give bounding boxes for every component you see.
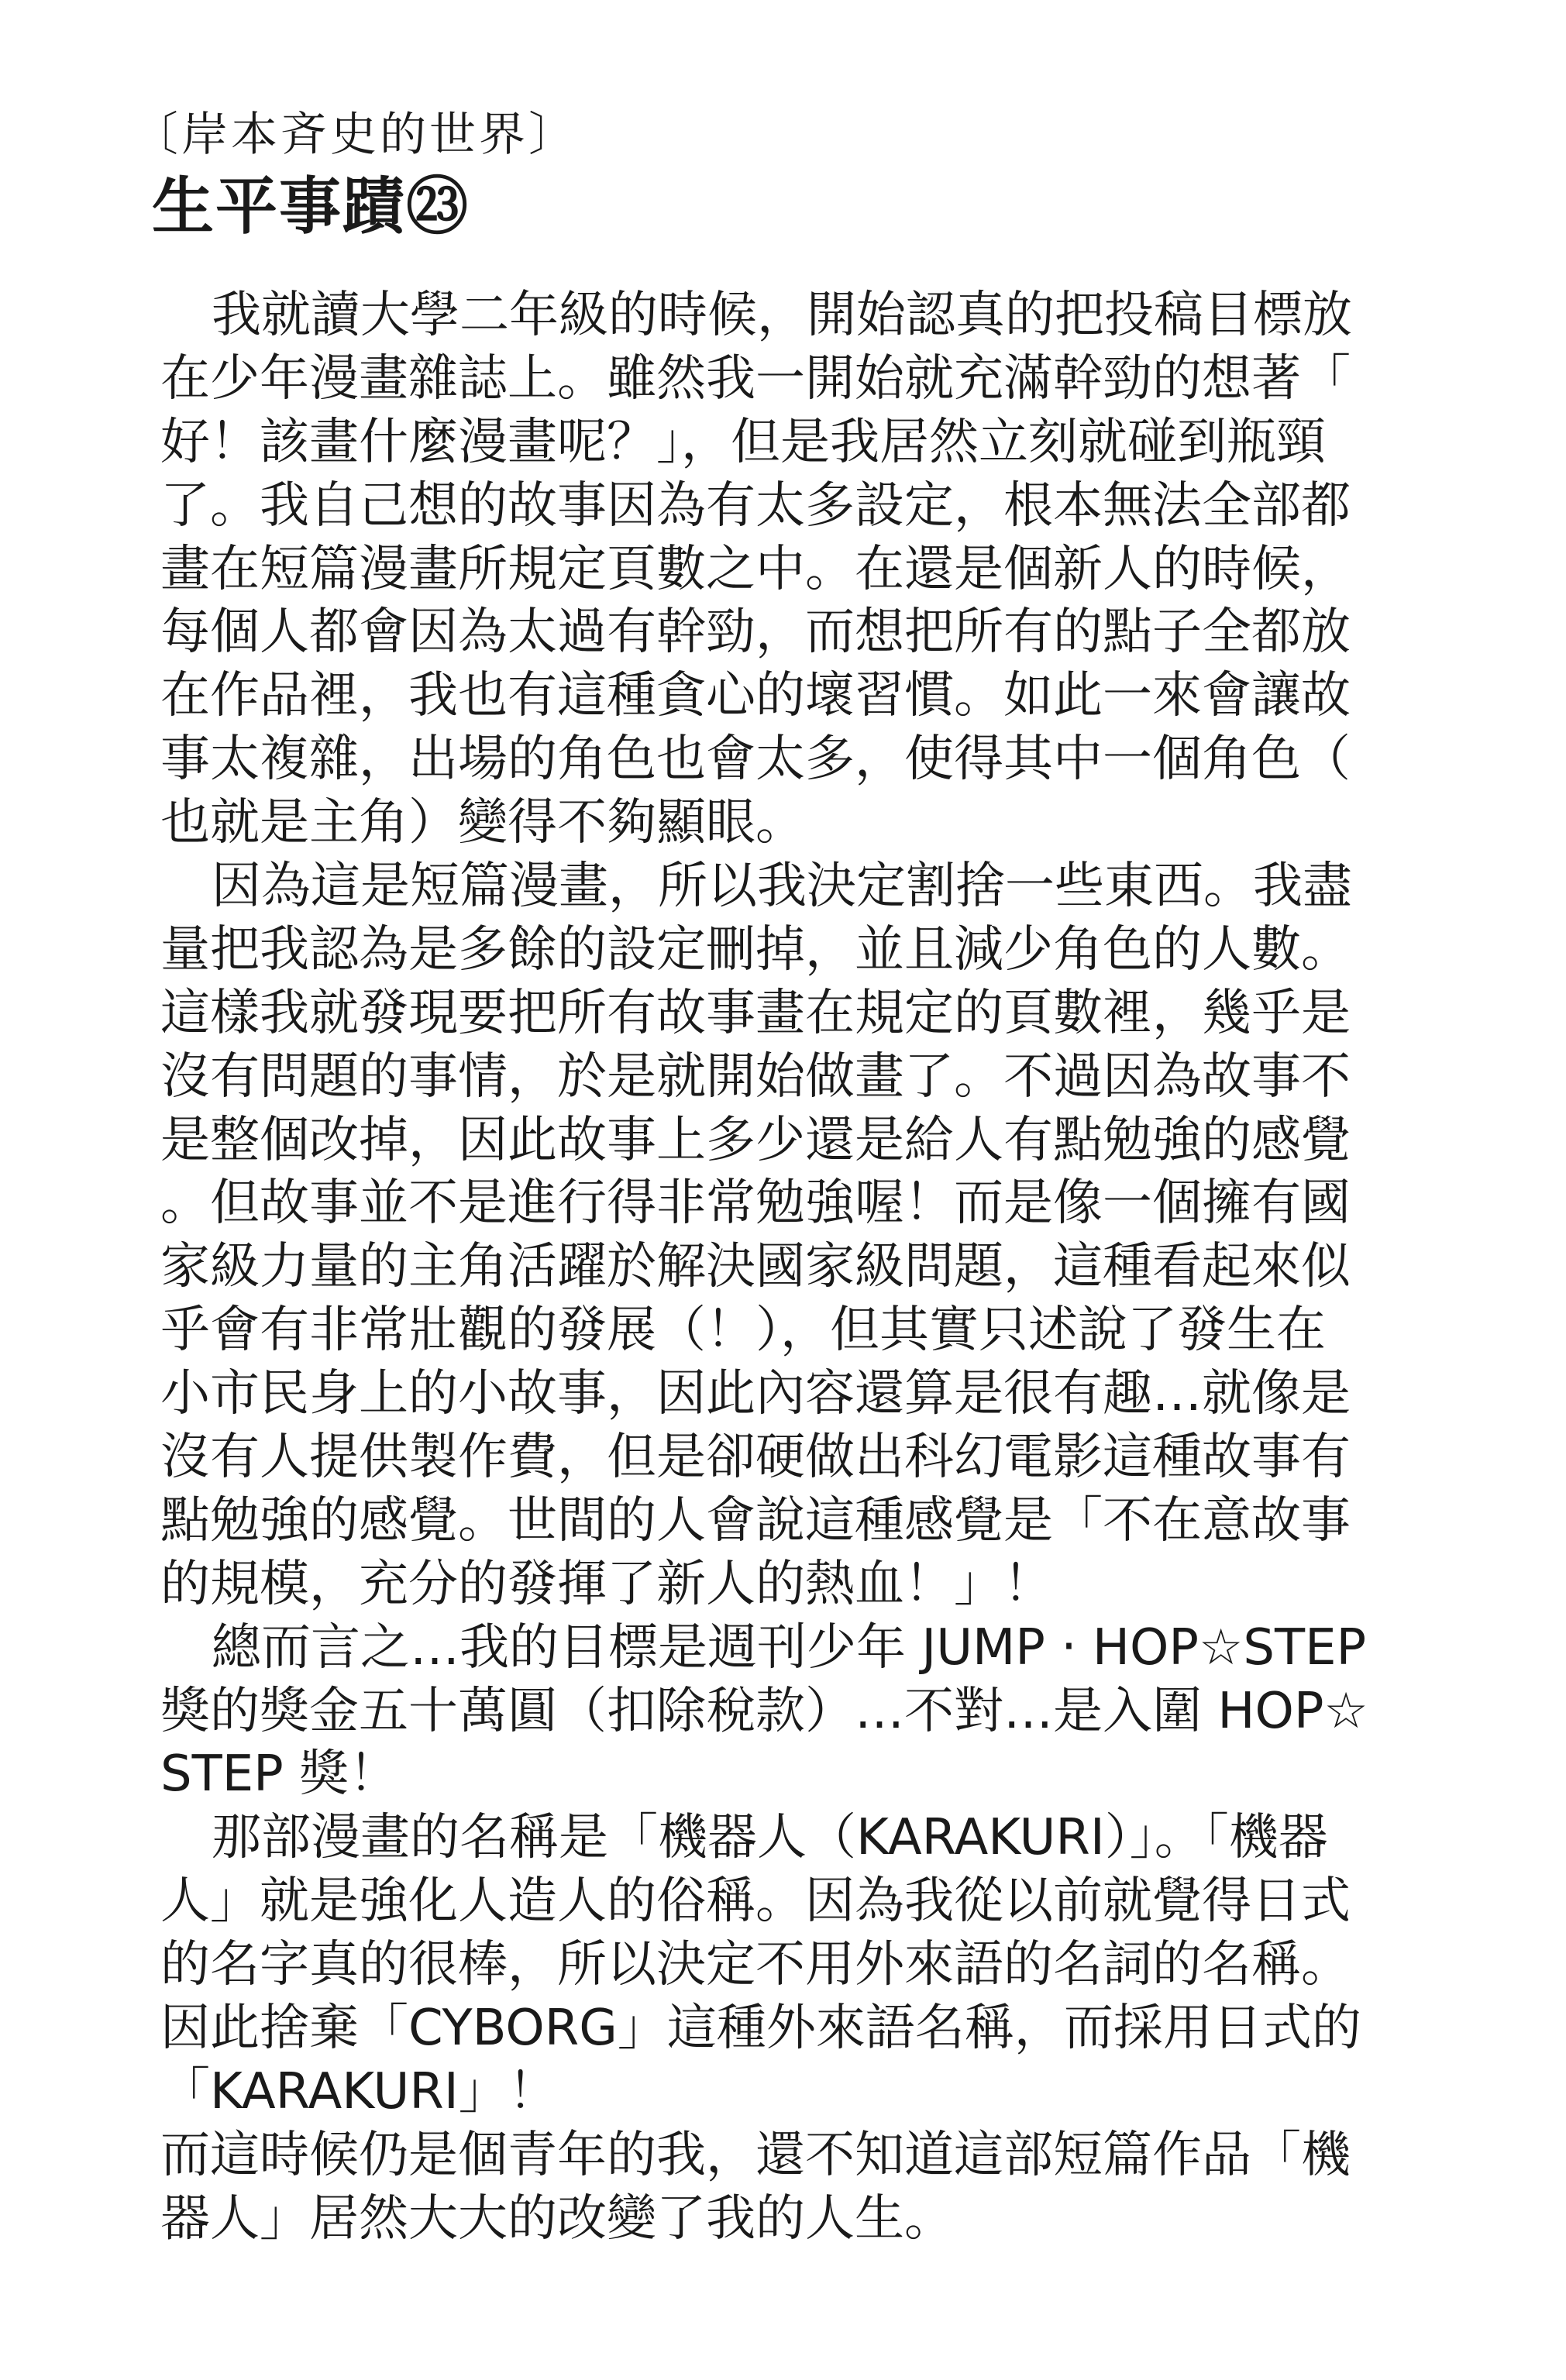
text-line: 而這時候仍是個青年的我，還不知道這部短篇作品「機: [160, 2126, 1351, 2184]
text-line: 我就讀大學二年級的時候，開始認真的把投稿目標放: [212, 287, 1352, 344]
paragraph: [160, 1807, 1447, 2124]
text-line: 這樣我就發現要把所有故事畫在規定的頁數裡，幾乎是: [160, 984, 1351, 1042]
text-line: 器人」居然大大的改變了我的人生。: [160, 2189, 954, 2248]
text-line: 每個人都會因為太過有幹勁，而想把所有的點子全都放: [160, 604, 1351, 662]
text-line: 獎的獎金五十萬圓（扣除稅款）…不對…是入圍 HOP☆: [160, 1682, 1368, 1740]
article-body: [160, 284, 1447, 2251]
text-line: 那部漫畫的名稱是「機器人（KARAKURI）」。「機器: [212, 1809, 1328, 1867]
text-line: 也就是主角）變得不夠顯眼。: [160, 794, 805, 852]
text-line: 「KARAKURI」！: [160, 2062, 558, 2120]
text-line: 乎會有非常壯觀的發展（！），但其實只述說了發生在: [160, 1302, 1326, 1360]
series-heading: 〔岸本斉史的世界〕: [132, 108, 578, 162]
paragraph: [160, 284, 1447, 855]
text-line: 量把我認為是多餘的設定刪掉，並且減少角色的人數。: [160, 920, 1351, 978]
text-line: 小市民身上的小故事，因此內容還算是很有趣…就像是: [160, 1365, 1351, 1423]
page-title: 生平事蹟㉓: [152, 170, 470, 242]
text-line: 沒有人提供製作費，但是卻硬做出科幻電影這種故事有: [160, 1429, 1351, 1487]
text-line: 事太複雜，出場的角色也會太多，使得其中一個角色（: [160, 731, 1351, 789]
text-line: 好！該畫什麼漫畫呢？」，但是我居然立刻就碰到瓶頸: [160, 413, 1326, 471]
text-line: 。但故事並不是進行得非常勉強喔！而是像一個擁有國: [160, 1175, 1351, 1233]
text-line: 是整個改掉，因此故事上多少還是給人有點勉強的感覺: [160, 1111, 1351, 1169]
text-line: 畫在短篇漫畫所規定頁數之中。在還是個新人的時候，: [160, 540, 1351, 598]
text-line: 的名字真的很棒，所以決定不用外來語的名詞的名稱。: [160, 1936, 1351, 1994]
text-line: 點勉強的感覺。世間的人會說這種感覺是「不在意故事: [160, 1491, 1351, 1549]
text-line: 了。我自己想的故事因為有太多設定，根本無法全部都: [160, 476, 1351, 535]
text-line: 的規模，充分的發揮了新人的熱血！」！: [160, 1555, 1053, 1613]
text-line: 總而言之…我的目標是週刊少年 JUMP ‧ HOP☆STEP: [212, 1618, 1367, 1677]
text-line: 沒有問題的事情，於是就開始做畫了。不過因為故事不: [160, 1047, 1351, 1106]
text-line: STEP 獎！: [160, 1745, 399, 1804]
text-line: 在作品裡，我也有這種貪心的壞習慣。如此一來會讓故: [160, 667, 1351, 725]
paragraph: [160, 2124, 1447, 2251]
paragraph: [160, 1617, 1447, 1807]
text-line: 因為這是短篇漫畫，所以我決定割捨一些東西。我盡: [212, 858, 1352, 916]
text-line: 在少年漫畫雜誌上。雖然我一開始就充滿幹勁的想著「: [160, 349, 1351, 408]
text-line: 人」就是強化人造人的俗稱。因為我從以前就覺得日式: [160, 1873, 1351, 1931]
text-line: 因此捨棄「CYBORG」這種外來語名稱，而採用日式的: [160, 2000, 1361, 2058]
paragraph: [160, 855, 1447, 1617]
text-line: 家級力量的主角活躍於解決國家級問題，這種看起來似: [160, 1238, 1351, 1296]
